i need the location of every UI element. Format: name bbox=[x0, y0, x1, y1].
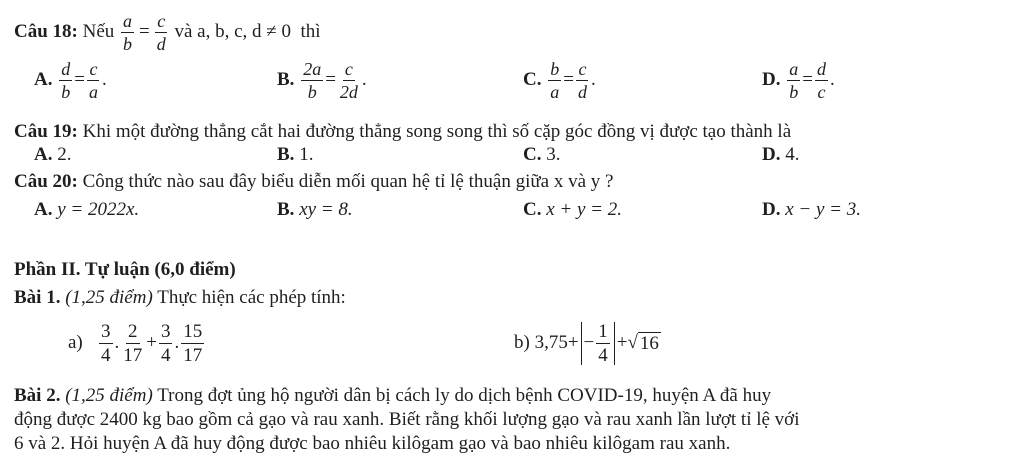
q19-option-a: A. 2. bbox=[34, 144, 72, 165]
square-root: √ 16 bbox=[627, 332, 659, 354]
exercise-2-label: Bài 2. bbox=[14, 385, 61, 406]
question-18 bbox=[14, 12, 321, 52]
question-18-condition: và a, b, c, d ≠ 0 bbox=[174, 21, 291, 42]
q19-option-b: B. 1. bbox=[277, 144, 314, 165]
exercise-1-label: Bài 1. bbox=[14, 287, 61, 308]
q20-option-b: B. xy = 8. bbox=[277, 199, 353, 220]
q19-option-c: C. 3. bbox=[523, 144, 561, 165]
q19-option-d: D. 4. bbox=[762, 144, 800, 165]
exercise-1b-key: b) bbox=[514, 332, 530, 353]
question-20 bbox=[14, 171, 613, 193]
question-19-text: Khi một đường thẳng cắt hai đường thẳng song song thì số cặp góc đồng vị được tạo thành là bbox=[82, 121, 792, 142]
fraction-c-over-d: $\frac{c}{d}$ bbox=[156, 10, 166, 54]
q20-option-a: A. y = 2022x. bbox=[34, 199, 140, 220]
exercise-2-line-1: Bài 2. (1,25 điểm) Trong đợt ủng hộ người dân bị cách ly do dịch bệnh COVID-19, huyện A đã huy bbox=[14, 385, 772, 406]
question-18-label: Câu 18: bbox=[14, 21, 78, 42]
exercise-1b: b) 3,75 + − $\frac{1}{4}$ + √ 16 bbox=[514, 320, 659, 366]
q20-option-d: D. x − y = 3. bbox=[762, 199, 861, 220]
q18-option-c: C. $\frac{b}{a}$ = $\frac{c}{d}$ . bbox=[523, 58, 596, 102]
exercise-2-line-2: động được 2400 kg bao gồm cả gạo và rau xanh. Biết rằng khối lượng gạo và rau xanh lần lượt tỉ lệ với bbox=[14, 409, 800, 430]
exercise-2-line-3: 6 và 2. Hỏi huyện A đã huy động được bao nhiêu kilôgam gạo và bao nhiêu kilôgam rau xanh. bbox=[14, 433, 731, 454]
q20-option-c: C. x + y = 2. bbox=[523, 199, 622, 220]
exercise-1a: a) $\frac{3}{4}$ . $\frac{2}{17}$ + $\frac{3}{4}$ . $\frac{15}{17}$ bbox=[68, 320, 203, 366]
question-18-prefix: Nếu bbox=[82, 21, 115, 42]
question-19 bbox=[14, 121, 791, 143]
exercise-1-points: (1,25 điểm) bbox=[65, 287, 153, 308]
q18-option-b: B. $\frac{2a}{b}$ = $\frac{c}{2d}$ . bbox=[277, 58, 367, 102]
question-20-text: Công thức nào sau đây biểu diễn mối quan hệ tỉ lệ thuận giữa x và y ? bbox=[82, 171, 614, 192]
q18-option-a: A. $\frac{d}{b}$ = $\frac{c}{a}$ . bbox=[34, 58, 107, 102]
fraction-a-over-b: $\frac{a}{b}$ bbox=[123, 10, 133, 54]
question-18-suffix: thì bbox=[300, 21, 321, 42]
question-19-label: Câu 19: bbox=[14, 121, 78, 142]
section-title: Phần II. Tự luận (6,0 điểm) bbox=[14, 259, 236, 280]
q18-option-d: D. $\frac{a}{b}$ = $\frac{d}{c}$ . bbox=[762, 58, 835, 102]
exercise-1a-key: a) bbox=[68, 332, 83, 353]
absolute-value: − $\frac{1}{4}$ bbox=[581, 322, 615, 365]
exercise-2-points: (1,25 điểm) bbox=[65, 385, 153, 406]
exercise-1 bbox=[14, 287, 346, 309]
equals-sign: = bbox=[139, 21, 150, 42]
exercise-1-text: Thực hiện các phép tính: bbox=[157, 287, 346, 308]
question-20-label: Câu 20: bbox=[14, 171, 78, 192]
